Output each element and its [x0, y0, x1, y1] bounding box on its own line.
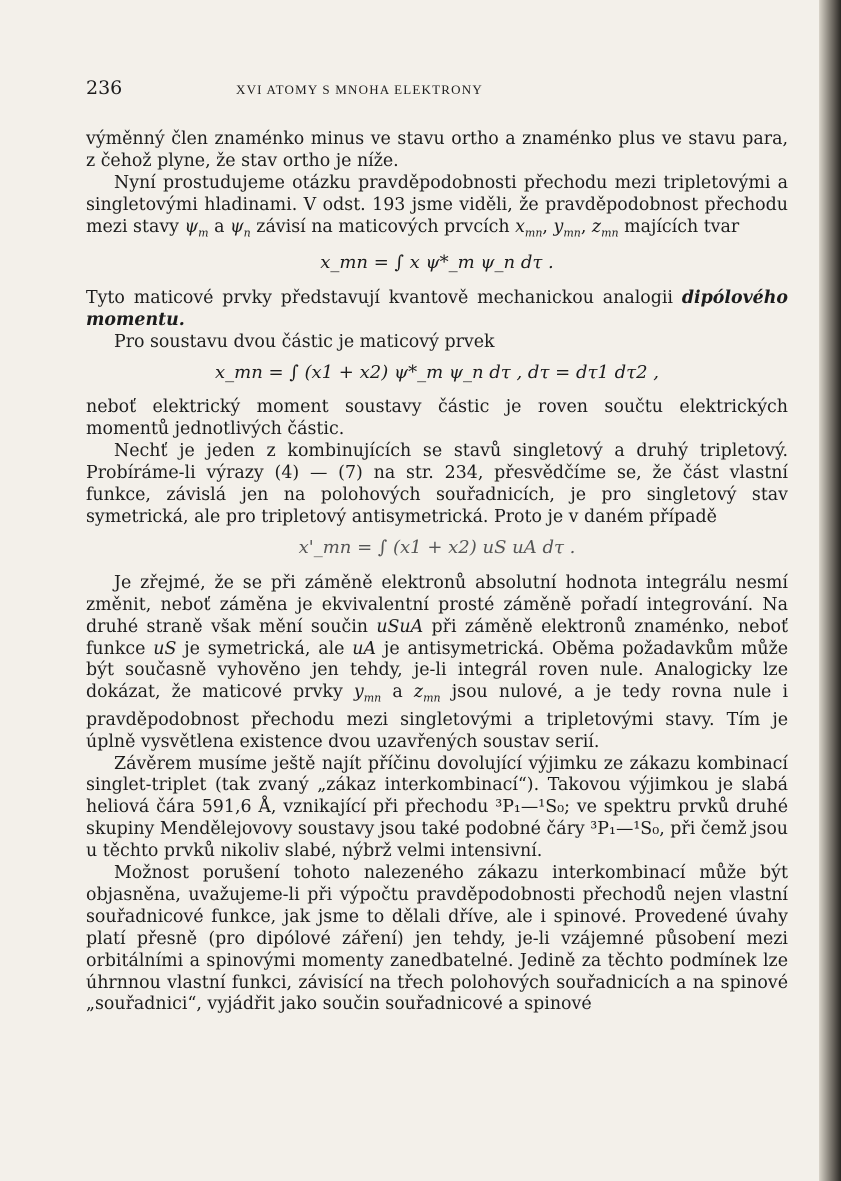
paragraph-6: Nechť je jeden z kombinujících se stavů singletový a druhý tripletový. Probíráme-li výrazy (4) — (7) na str. 234, přesvědčíme se, že část vlastní funkce, závislá jen na polohových souřadnicích, je pro singletový stav symetrická, ale pro tripletový antisymetrická. Proto je v daném případě — [86, 441, 788, 527]
emphasis-dipole-moment: dipólového momentu. — [86, 287, 788, 330]
equation-2: x_mn = ∫ (x1 + x2) ψ*_m ψ_n dτ , dτ = dτ1 dτ2 , — [215, 361, 659, 383]
equation-1: x_mn = ∫ x ψ*_m ψ_n dτ . — [320, 251, 554, 273]
page-header — [86, 78, 788, 101]
paragraph-4: Pro soustavu dvou částic je maticový prvek — [114, 331, 495, 352]
running-title: XVI ATOMY S MNOHA ELEKTRONY — [236, 82, 483, 97]
paragraph-8: Závěrem musíme ještě najít příčinu dovolující výjimku ze zákazu kombinací singlet-triplet (tak zvaný „zákaz interkombinací“). Takovou výjimkou je slabá heliová čára 591,6 Å, vznikající při přechodu ³P₁—¹S₀; ve spektru prvků druhé skupiny Mendělejovovy soustavy jsou také podobné čáry ³P₁—¹S₀, při čemž jsou u těchto prvků nikoliv slabé, nýbrž velmi intensivní. — [86, 753, 789, 862]
book-page — [86, 78, 788, 1016]
paragraph-3: Tyto maticové prvky představují kvantově mechanickou analogii dipólového momentu. — [86, 287, 788, 330]
paragraph-1: výměnný člen znaménko minus ve stavu ortho a znaménko plus ve stavu para, z čehož plyne, že stav ortho je níže. — [86, 128, 788, 171]
paragraph-2: Nyní prostudujeme otázku pravděpodobnosti přechodu mezi tripletovými a singletovými hladinami. V odst. 193 jsme viděli, že pravděpodobnost přechodu mezi stavy $\psi_m$ a $\psi_n$ závisí na maticových prvcích $x_{mn}$, $y_{mn}$, $z_{mn}$ majících tvar — [86, 172, 788, 239]
page-number: 236 — [86, 77, 123, 99]
paragraph-9: Možnost porušení tohoto nalezeného zákazu interkombinací může být objasněna, uvažujeme-li při výpočtu pravděpodobnosti přechodů nejen vlastní souřadnicové funkce, jak jsme to dělali dříve, ale i spinové. Provedené úvahy platí přesně (pro dipólové záření) jen tehdy, je-li vzájemné působení mezi orbitálními a spinovými momenty zanedbatelné. Jedině za těchto podmínek lze úhrnnou vlastní funkci, závisící na třech polohových souřadnicích a na spinové „souřadnici“, vyjádřit jako součin souřadnicové a spinové — [86, 863, 788, 1015]
paragraph-7: Je zřejmé, že se při záměně elektronů absolutní hodnota integrálu nesmí změnit, neboť záměna je ekvivalentní prosté záměně pořadí integrování. Na druhé straně však mění součin uSuA při záměně elektronů znaménko, neboť funkce uS je symetrická, ale uA je antisymetrická. Oběma požadavkům může být současně vyhověno jen tehdy, je-li integrál roven nule. Analogicky lze dokázat, že maticové prvky $y_{mn}$ a $z_{mn}$ jsou nulové, a je tedy rovna nule i pravděpodobnost přechodu mezi singletovými a tripletovými stavy. Tím je úplně vysvětlena existence dvou uzavřených soustav serií. — [86, 572, 789, 752]
paragraph-5: neboť elektrický moment soustavy částic je roven součtu elektrických momentů jednotlivých částic. — [86, 397, 788, 440]
page-edge-shadow — [819, 0, 841, 1181]
equation-3: x'_mn = ∫ (x1 + x2) uS uA dτ . — [298, 536, 576, 558]
